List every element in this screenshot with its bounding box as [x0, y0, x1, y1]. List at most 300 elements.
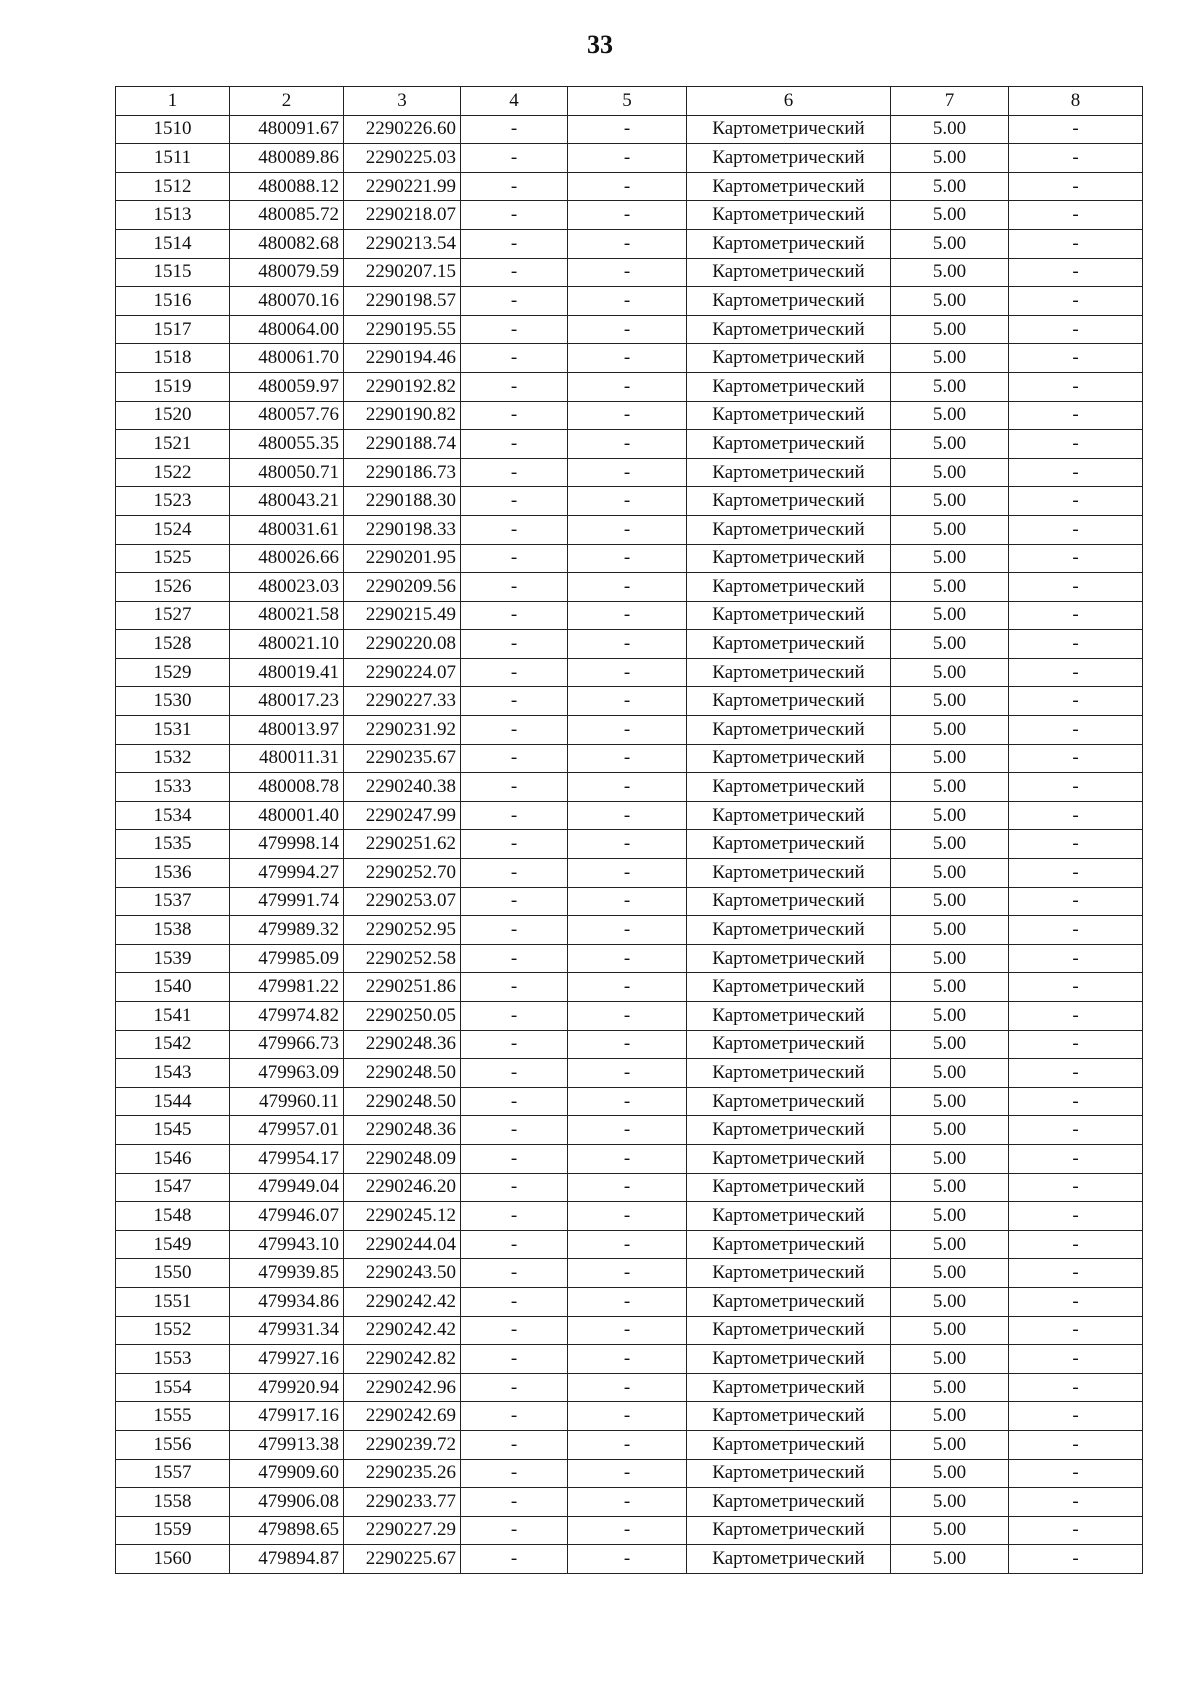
coord-x-cell: 479917.16: [230, 1402, 344, 1431]
coord-x-cell: 480001.40: [230, 801, 344, 830]
coord-x-cell: 479946.07: [230, 1202, 344, 1231]
col-8-cell: -: [1009, 687, 1143, 716]
method-cell: Картометрический: [687, 201, 891, 230]
coord-y-cell: 2290233.77: [344, 1488, 461, 1517]
col-8-cell: -: [1009, 144, 1143, 173]
accuracy-cell: 5.00: [891, 344, 1009, 373]
col-4-cell: -: [461, 830, 568, 859]
point-number-cell: 1533: [116, 773, 230, 802]
point-number-cell: 1514: [116, 229, 230, 258]
col-4-cell: -: [461, 287, 568, 316]
col-5-cell: -: [568, 544, 687, 573]
point-number-cell: 1522: [116, 458, 230, 487]
col-4-cell: -: [461, 1259, 568, 1288]
col-5-cell: -: [568, 344, 687, 373]
point-number-cell: 1521: [116, 430, 230, 459]
accuracy-cell: 5.00: [891, 1144, 1009, 1173]
coord-x-cell: 479906.08: [230, 1488, 344, 1517]
table-row: [116, 1516, 1143, 1545]
method-cell: Картометрический: [687, 1030, 891, 1059]
col-4-cell: -: [461, 1430, 568, 1459]
coord-y-cell: 2290252.70: [344, 859, 461, 888]
table-row: [116, 1116, 1143, 1145]
point-number-cell: 1550: [116, 1259, 230, 1288]
col-4-cell: -: [461, 201, 568, 230]
col-4-cell: -: [461, 1144, 568, 1173]
col-4-cell: -: [461, 430, 568, 459]
method-cell: Картометрический: [687, 1002, 891, 1031]
method-cell: Картометрический: [687, 658, 891, 687]
accuracy-cell: 5.00: [891, 744, 1009, 773]
col-4-cell: -: [461, 859, 568, 888]
point-number-cell: 1544: [116, 1087, 230, 1116]
accuracy-cell: 5.00: [891, 1087, 1009, 1116]
accuracy-cell: 5.00: [891, 1373, 1009, 1402]
col-8-cell: -: [1009, 887, 1143, 916]
table-row: [116, 1259, 1143, 1288]
method-cell: Картометрический: [687, 430, 891, 459]
point-number-cell: 1524: [116, 515, 230, 544]
point-number-cell: 1558: [116, 1488, 230, 1517]
coord-y-cell: 2290248.09: [344, 1144, 461, 1173]
table-row: [116, 973, 1143, 1002]
col-8-cell: -: [1009, 1402, 1143, 1431]
col-4-cell: -: [461, 744, 568, 773]
col-8-cell: -: [1009, 1202, 1143, 1231]
col-5-cell: -: [568, 1345, 687, 1374]
col-5-cell: -: [568, 859, 687, 888]
column-header-5: 5: [568, 87, 687, 116]
method-cell: Картометрический: [687, 1116, 891, 1145]
col-5-cell: -: [568, 1173, 687, 1202]
col-8-cell: -: [1009, 229, 1143, 258]
col-5-cell: -: [568, 801, 687, 830]
coord-x-cell: 479998.14: [230, 830, 344, 859]
method-cell: Картометрический: [687, 115, 891, 144]
table-row: [116, 859, 1143, 888]
point-number-cell: 1523: [116, 487, 230, 516]
col-8-cell: -: [1009, 1116, 1143, 1145]
table-row: [116, 744, 1143, 773]
table-row: [116, 916, 1143, 945]
point-number-cell: 1512: [116, 172, 230, 201]
col-5-cell: -: [568, 944, 687, 973]
col-4-cell: -: [461, 887, 568, 916]
table-row: [116, 344, 1143, 373]
col-8-cell: -: [1009, 430, 1143, 459]
col-8-cell: -: [1009, 1516, 1143, 1545]
table-row: [116, 1545, 1143, 1574]
table-row: [116, 630, 1143, 659]
coord-y-cell: 2290235.26: [344, 1459, 461, 1488]
method-cell: Картометрический: [687, 859, 891, 888]
column-header-1: 1: [116, 87, 230, 116]
method-cell: Картометрический: [687, 830, 891, 859]
accuracy-cell: 5.00: [891, 1430, 1009, 1459]
point-number-cell: 1557: [116, 1459, 230, 1488]
col-5-cell: -: [568, 887, 687, 916]
col-5-cell: -: [568, 1202, 687, 1231]
col-4-cell: -: [461, 1116, 568, 1145]
coord-y-cell: 2290201.95: [344, 544, 461, 573]
col-5-cell: -: [568, 487, 687, 516]
col-5-cell: -: [568, 1430, 687, 1459]
point-number-cell: 1542: [116, 1030, 230, 1059]
coord-x-cell: 480089.86: [230, 144, 344, 173]
table-row: [116, 1488, 1143, 1517]
point-number-cell: 1539: [116, 944, 230, 973]
point-number-cell: 1548: [116, 1202, 230, 1231]
point-number-cell: 1546: [116, 1144, 230, 1173]
accuracy-cell: 5.00: [891, 1345, 1009, 1374]
accuracy-cell: 5.00: [891, 258, 1009, 287]
coord-x-cell: 479974.82: [230, 1002, 344, 1031]
method-cell: Картометрический: [687, 687, 891, 716]
accuracy-cell: 5.00: [891, 315, 1009, 344]
point-number-cell: 1547: [116, 1173, 230, 1202]
table-row: [116, 1402, 1143, 1431]
col-4-cell: -: [461, 115, 568, 144]
col-4-cell: -: [461, 1373, 568, 1402]
coord-y-cell: 2290242.82: [344, 1345, 461, 1374]
point-number-cell: 1551: [116, 1287, 230, 1316]
coord-x-cell: 480050.71: [230, 458, 344, 487]
col-8-cell: -: [1009, 916, 1143, 945]
accuracy-cell: 5.00: [891, 859, 1009, 888]
coord-y-cell: 2290225.67: [344, 1545, 461, 1574]
coord-x-cell: 480011.31: [230, 744, 344, 773]
accuracy-cell: 5.00: [891, 630, 1009, 659]
col-8-cell: -: [1009, 1316, 1143, 1345]
col-8-cell: -: [1009, 1030, 1143, 1059]
point-number-cell: 1538: [116, 916, 230, 945]
accuracy-cell: 5.00: [891, 1202, 1009, 1231]
col-4-cell: -: [461, 601, 568, 630]
accuracy-cell: 5.00: [891, 430, 1009, 459]
col-4-cell: -: [461, 1173, 568, 1202]
table-row: [116, 1030, 1143, 1059]
accuracy-cell: 5.00: [891, 1259, 1009, 1288]
column-header-7: 7: [891, 87, 1009, 116]
table-row: [116, 1002, 1143, 1031]
coord-y-cell: 2290253.07: [344, 887, 461, 916]
method-cell: Картометрический: [687, 287, 891, 316]
col-8-cell: -: [1009, 115, 1143, 144]
col-5-cell: -: [568, 1316, 687, 1345]
coord-x-cell: 480070.16: [230, 287, 344, 316]
header-row: [116, 87, 1143, 116]
method-cell: Картометрический: [687, 1287, 891, 1316]
method-cell: Картометрический: [687, 229, 891, 258]
table-row: [116, 1173, 1143, 1202]
col-8-cell: -: [1009, 1287, 1143, 1316]
col-8-cell: -: [1009, 1345, 1143, 1374]
col-5-cell: -: [568, 1059, 687, 1088]
col-4-cell: -: [461, 1202, 568, 1231]
point-number-cell: 1553: [116, 1345, 230, 1374]
col-5-cell: -: [568, 401, 687, 430]
table-row: [116, 544, 1143, 573]
col-5-cell: -: [568, 315, 687, 344]
coord-x-cell: 479957.01: [230, 1116, 344, 1145]
method-cell: Картометрический: [687, 487, 891, 516]
col-5-cell: -: [568, 201, 687, 230]
coord-y-cell: 2290186.73: [344, 458, 461, 487]
col-8-cell: -: [1009, 573, 1143, 602]
accuracy-cell: 5.00: [891, 544, 1009, 573]
table-row: [116, 315, 1143, 344]
table-row: [116, 573, 1143, 602]
col-5-cell: -: [568, 916, 687, 945]
coord-y-cell: 2290188.74: [344, 430, 461, 459]
col-8-cell: -: [1009, 315, 1143, 344]
col-4-cell: -: [461, 687, 568, 716]
col-5-cell: -: [568, 1287, 687, 1316]
table-row: [116, 172, 1143, 201]
table-row: [116, 430, 1143, 459]
col-8-cell: -: [1009, 658, 1143, 687]
coord-x-cell: 479960.11: [230, 1087, 344, 1116]
coord-y-cell: 2290213.54: [344, 229, 461, 258]
col-4-cell: -: [461, 544, 568, 573]
col-5-cell: -: [568, 973, 687, 1002]
coord-x-cell: 480026.66: [230, 544, 344, 573]
accuracy-cell: 5.00: [891, 1230, 1009, 1259]
method-cell: Картометрический: [687, 1430, 891, 1459]
col-8-cell: -: [1009, 859, 1143, 888]
point-number-cell: 1545: [116, 1116, 230, 1145]
col-5-cell: -: [568, 773, 687, 802]
coord-y-cell: 2290235.67: [344, 744, 461, 773]
point-number-cell: 1552: [116, 1316, 230, 1345]
coord-x-cell: 479939.85: [230, 1259, 344, 1288]
table-row: [116, 1287, 1143, 1316]
col-4-cell: -: [461, 916, 568, 945]
method-cell: Картометрический: [687, 144, 891, 173]
col-5-cell: -: [568, 1087, 687, 1116]
coord-y-cell: 2290252.95: [344, 916, 461, 945]
col-4-cell: -: [461, 344, 568, 373]
coord-y-cell: 2290247.99: [344, 801, 461, 830]
col-5-cell: -: [568, 1002, 687, 1031]
coord-x-cell: 480082.68: [230, 229, 344, 258]
col-4-cell: -: [461, 144, 568, 173]
column-header-2: 2: [230, 87, 344, 116]
coord-y-cell: 2290252.58: [344, 944, 461, 973]
coord-x-cell: 479994.27: [230, 859, 344, 888]
method-cell: Картометрический: [687, 1316, 891, 1345]
method-cell: Картометрический: [687, 1373, 891, 1402]
col-4-cell: -: [461, 716, 568, 745]
col-5-cell: -: [568, 1230, 687, 1259]
col-5-cell: -: [568, 630, 687, 659]
accuracy-cell: 5.00: [891, 1059, 1009, 1088]
coord-y-cell: 2290227.33: [344, 687, 461, 716]
coord-y-cell: 2290240.38: [344, 773, 461, 802]
col-8-cell: -: [1009, 201, 1143, 230]
coord-x-cell: 479954.17: [230, 1144, 344, 1173]
col-5-cell: -: [568, 458, 687, 487]
coord-x-cell: 479927.16: [230, 1345, 344, 1374]
coord-x-cell: 480017.23: [230, 687, 344, 716]
coord-x-cell: 479981.22: [230, 973, 344, 1002]
coord-y-cell: 2290248.36: [344, 1030, 461, 1059]
point-number-cell: 1555: [116, 1402, 230, 1431]
col-4-cell: -: [461, 1402, 568, 1431]
method-cell: Картометрический: [687, 315, 891, 344]
coord-y-cell: 2290251.86: [344, 973, 461, 1002]
table-row: [116, 458, 1143, 487]
accuracy-cell: 5.00: [891, 1030, 1009, 1059]
col-8-cell: -: [1009, 544, 1143, 573]
point-number-cell: 1517: [116, 315, 230, 344]
col-8-cell: -: [1009, 1373, 1143, 1402]
coord-x-cell: 480023.03: [230, 573, 344, 602]
coord-x-cell: 480064.00: [230, 315, 344, 344]
coord-x-cell: 479909.60: [230, 1459, 344, 1488]
table-row: [116, 1230, 1143, 1259]
coord-y-cell: 2290239.72: [344, 1430, 461, 1459]
accuracy-cell: 5.00: [891, 144, 1009, 173]
table-row: [116, 773, 1143, 802]
method-cell: Картометрический: [687, 401, 891, 430]
col-8-cell: -: [1009, 1545, 1143, 1574]
method-cell: Картометрический: [687, 887, 891, 916]
col-4-cell: -: [461, 401, 568, 430]
point-number-cell: 1534: [116, 801, 230, 830]
accuracy-cell: 5.00: [891, 1002, 1009, 1031]
method-cell: Картометрический: [687, 515, 891, 544]
coord-y-cell: 2290243.50: [344, 1259, 461, 1288]
accuracy-cell: 5.00: [891, 658, 1009, 687]
col-4-cell: -: [461, 258, 568, 287]
col-5-cell: -: [568, 573, 687, 602]
table-row: [116, 144, 1143, 173]
accuracy-cell: 5.00: [891, 515, 1009, 544]
accuracy-cell: 5.00: [891, 1459, 1009, 1488]
point-number-cell: 1520: [116, 401, 230, 430]
col-5-cell: -: [568, 515, 687, 544]
col-8-cell: -: [1009, 973, 1143, 1002]
col-4-cell: -: [461, 172, 568, 201]
accuracy-cell: 5.00: [891, 1402, 1009, 1431]
coord-y-cell: 2290242.96: [344, 1373, 461, 1402]
coord-y-cell: 2290188.30: [344, 487, 461, 516]
table-row: [116, 401, 1143, 430]
table-row: [116, 944, 1143, 973]
col-4-cell: -: [461, 944, 568, 973]
accuracy-cell: 5.00: [891, 916, 1009, 945]
col-5-cell: -: [568, 1488, 687, 1517]
point-number-cell: 1531: [116, 716, 230, 745]
accuracy-cell: 5.00: [891, 1545, 1009, 1574]
col-8-cell: -: [1009, 1059, 1143, 1088]
coord-y-cell: 2290194.46: [344, 344, 461, 373]
col-4-cell: -: [461, 1545, 568, 1574]
coord-x-cell: 480091.67: [230, 115, 344, 144]
accuracy-cell: 5.00: [891, 1316, 1009, 1345]
coord-x-cell: 479931.34: [230, 1316, 344, 1345]
col-8-cell: -: [1009, 1230, 1143, 1259]
method-cell: Картометрический: [687, 1345, 891, 1374]
accuracy-cell: 5.00: [891, 1116, 1009, 1145]
point-number-cell: 1527: [116, 601, 230, 630]
table-row: [116, 1430, 1143, 1459]
accuracy-cell: 5.00: [891, 287, 1009, 316]
coord-y-cell: 2290207.15: [344, 258, 461, 287]
col-5-cell: -: [568, 229, 687, 258]
point-number-cell: 1535: [116, 830, 230, 859]
coord-y-cell: 2290242.69: [344, 1402, 461, 1431]
col-4-cell: -: [461, 1488, 568, 1517]
table-row: [116, 601, 1143, 630]
point-number-cell: 1554: [116, 1373, 230, 1402]
table-row: [116, 115, 1143, 144]
col-4-cell: -: [461, 973, 568, 1002]
table-row: [116, 830, 1143, 859]
table-row: [116, 801, 1143, 830]
method-cell: Картометрический: [687, 801, 891, 830]
point-number-cell: 1541: [116, 1002, 230, 1031]
coord-y-cell: 2290242.42: [344, 1287, 461, 1316]
method-cell: Картометрический: [687, 1202, 891, 1231]
accuracy-cell: 5.00: [891, 601, 1009, 630]
coord-x-cell: 479991.74: [230, 887, 344, 916]
point-number-cell: 1526: [116, 573, 230, 602]
col-5-cell: -: [568, 1144, 687, 1173]
table-row: [116, 1087, 1143, 1116]
coord-x-cell: 479963.09: [230, 1059, 344, 1088]
page-number: 33: [587, 30, 613, 59]
col-4-cell: -: [461, 1287, 568, 1316]
method-cell: Картометрический: [687, 1173, 891, 1202]
col-4-cell: -: [461, 1459, 568, 1488]
coord-y-cell: 2290190.82: [344, 401, 461, 430]
point-number-cell: 1518: [116, 344, 230, 373]
point-number-cell: 1516: [116, 287, 230, 316]
table-body: [116, 115, 1143, 1573]
column-header-4: 4: [461, 87, 568, 116]
column-header-6: 6: [687, 87, 891, 116]
coord-x-cell: 479943.10: [230, 1230, 344, 1259]
method-cell: Картометрический: [687, 1059, 891, 1088]
col-8-cell: -: [1009, 801, 1143, 830]
method-cell: Картометрический: [687, 944, 891, 973]
accuracy-cell: 5.00: [891, 401, 1009, 430]
coord-y-cell: 2290242.42: [344, 1316, 461, 1345]
col-5-cell: -: [568, 1402, 687, 1431]
coordinates-table: [115, 86, 1143, 1574]
point-number-cell: 1556: [116, 1430, 230, 1459]
col-4-cell: -: [461, 573, 568, 602]
coord-x-cell: 480059.97: [230, 372, 344, 401]
coord-x-cell: 480021.58: [230, 601, 344, 630]
col-5-cell: -: [568, 1545, 687, 1574]
col-4-cell: -: [461, 658, 568, 687]
coord-y-cell: 2290195.55: [344, 315, 461, 344]
col-4-cell: -: [461, 515, 568, 544]
col-8-cell: -: [1009, 372, 1143, 401]
col-8-cell: -: [1009, 487, 1143, 516]
point-number-cell: 1537: [116, 887, 230, 916]
col-5-cell: -: [568, 1373, 687, 1402]
col-4-cell: -: [461, 315, 568, 344]
method-cell: Картометрический: [687, 372, 891, 401]
coord-x-cell: 479966.73: [230, 1030, 344, 1059]
coord-y-cell: 2290198.33: [344, 515, 461, 544]
point-number-cell: 1530: [116, 687, 230, 716]
method-cell: Картометрический: [687, 630, 891, 659]
